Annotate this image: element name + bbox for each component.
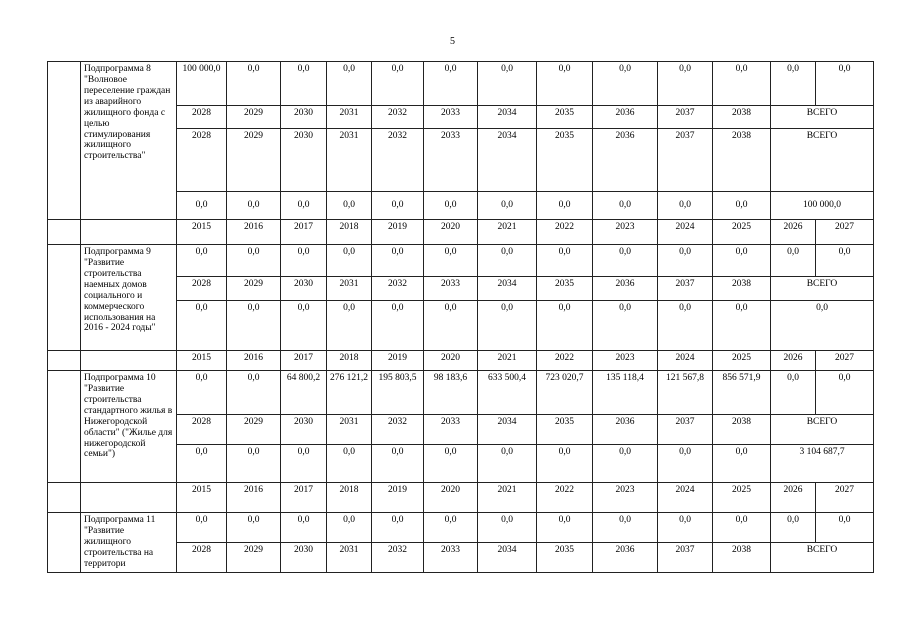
year-cell: 2029 xyxy=(227,106,281,129)
year-cell: 2025 xyxy=(713,220,771,245)
value-cell: 0,0 xyxy=(281,513,327,543)
value-cell: 0,0 xyxy=(177,445,227,483)
year-cell: 2037 xyxy=(658,129,713,192)
year-cell: 2023 xyxy=(593,483,658,513)
value-cell: 0,0 xyxy=(713,513,771,543)
year-cell: 2037 xyxy=(658,277,713,301)
year-cell: 2022 xyxy=(537,220,593,245)
value-cell: 0,0 xyxy=(281,301,327,351)
year-cell: 2036 xyxy=(593,106,658,129)
value-cell: 135 118,4 xyxy=(593,371,658,415)
value-cell: 0,0 xyxy=(177,301,227,351)
program-name-empty xyxy=(81,351,177,371)
year-cell: 2016 xyxy=(227,483,281,513)
value-cell: 0,0 xyxy=(593,245,658,277)
value-cell: 0,0 xyxy=(478,513,537,543)
value-cell: 0,0 xyxy=(816,371,874,415)
value-cell: 0,0 xyxy=(478,192,537,220)
value-cell: 0,0 xyxy=(327,192,372,220)
year-cell: 2034 xyxy=(478,543,537,573)
year-cell: 2021 xyxy=(478,483,537,513)
value-cell: 0,0 xyxy=(658,445,713,483)
value-cell: 0,0 xyxy=(713,301,771,351)
year-cell: 2017 xyxy=(281,483,327,513)
value-cell: 0,0 xyxy=(327,445,372,483)
value-cell: 856 571,9 xyxy=(713,371,771,415)
value-cell: 0,0 xyxy=(478,245,537,277)
value-cell: 0,0 xyxy=(227,371,281,415)
total-label: ВСЕГО xyxy=(771,543,874,573)
value-cell: 0,0 xyxy=(227,192,281,220)
year-cell: 2034 xyxy=(478,129,537,192)
value-cell: 0,0 xyxy=(713,192,771,220)
year-cell: 2017 xyxy=(281,351,327,371)
year-cell: 2015 xyxy=(177,483,227,513)
total-value: 0,0 xyxy=(771,301,874,351)
year-cell: 2022 xyxy=(537,351,593,371)
year-cell: 2030 xyxy=(281,106,327,129)
year-cell: 2027 xyxy=(816,220,874,245)
value-cell: 0,0 xyxy=(771,513,816,543)
year-cell: 2032 xyxy=(372,415,424,445)
row-index-cell xyxy=(48,371,81,483)
year-cell: 2024 xyxy=(658,351,713,371)
year-cell: 2029 xyxy=(227,415,281,445)
year-cell: 2037 xyxy=(658,106,713,129)
row-index-cell xyxy=(48,62,81,220)
year-cell: 2031 xyxy=(327,415,372,445)
year-cell: 2033 xyxy=(424,277,478,301)
year-cell: 2031 xyxy=(327,277,372,301)
year-cell: 2021 xyxy=(478,220,537,245)
year-cell: 2033 xyxy=(424,543,478,573)
total-label: ВСЕГО xyxy=(771,277,874,301)
program-name: Подпрограмма 10 "Развитие строительства стандартного жилья в Нижегородской области" ("Жилье для нижегородской семьи") xyxy=(81,371,177,483)
value-cell: 0,0 xyxy=(177,192,227,220)
value-cell: 0,0 xyxy=(537,245,593,277)
year-cell: 2019 xyxy=(372,351,424,371)
value-cell: 0,0 xyxy=(227,445,281,483)
year-cell: 2030 xyxy=(281,277,327,301)
year-cell: 2032 xyxy=(372,129,424,192)
year-cell: 2036 xyxy=(593,415,658,445)
year-cell: 2030 xyxy=(281,415,327,445)
value-cell: 0,0 xyxy=(593,445,658,483)
year-cell: 2037 xyxy=(658,543,713,573)
value-cell: 121 567,8 xyxy=(658,371,713,415)
year-cell: 2033 xyxy=(424,106,478,129)
page-number: 5 xyxy=(450,36,455,47)
year-cell: 2035 xyxy=(537,129,593,192)
year-cell: 2015 xyxy=(177,220,227,245)
year-cell: 2037 xyxy=(658,415,713,445)
table-row xyxy=(48,351,874,371)
program-name: Подпрограмма 11 "Развитие жилищного строительства на территори xyxy=(81,513,177,573)
year-cell: 2032 xyxy=(372,543,424,573)
year-cell: 2033 xyxy=(424,415,478,445)
value-cell: 0,0 xyxy=(424,245,478,277)
year-cell: 2030 xyxy=(281,129,327,192)
year-cell: 2029 xyxy=(227,543,281,573)
year-cell: 2036 xyxy=(593,277,658,301)
year-cell: 2028 xyxy=(177,129,227,192)
value-cell: 0,0 xyxy=(593,301,658,351)
program-name-empty xyxy=(81,220,177,245)
value-cell: 0,0 xyxy=(372,513,424,543)
year-cell: 2032 xyxy=(372,277,424,301)
value-cell: 0,0 xyxy=(537,445,593,483)
year-cell: 2034 xyxy=(478,106,537,129)
year-cell: 2018 xyxy=(327,220,372,245)
value-cell: 0,0 xyxy=(227,245,281,277)
value-cell: 0,0 xyxy=(327,62,372,106)
value-cell: 0,0 xyxy=(537,513,593,543)
year-cell: 2038 xyxy=(713,415,771,445)
value-cell: 0,0 xyxy=(227,301,281,351)
table-row xyxy=(48,245,874,277)
value-cell: 0,0 xyxy=(281,192,327,220)
value-cell: 0,0 xyxy=(816,245,874,277)
year-cell: 2019 xyxy=(372,220,424,245)
value-cell: 0,0 xyxy=(424,445,478,483)
value-cell: 0,0 xyxy=(281,245,327,277)
value-cell: 0,0 xyxy=(227,513,281,543)
value-cell: 0,0 xyxy=(327,513,372,543)
value-cell: 0,0 xyxy=(478,62,537,106)
value-cell: 0,0 xyxy=(713,62,771,106)
year-cell: 2026 xyxy=(771,351,816,371)
value-cell: 0,0 xyxy=(424,513,478,543)
year-cell: 2028 xyxy=(177,543,227,573)
year-cell: 2032 xyxy=(372,106,424,129)
year-cell: 2036 xyxy=(593,543,658,573)
year-cell: 2026 xyxy=(771,483,816,513)
year-cell: 2028 xyxy=(177,106,227,129)
year-cell: 2020 xyxy=(424,483,478,513)
value-cell: 0,0 xyxy=(713,445,771,483)
value-cell: 98 183,6 xyxy=(424,371,478,415)
year-cell: 2035 xyxy=(537,543,593,573)
row-index-cell xyxy=(48,483,81,513)
value-cell: 0,0 xyxy=(593,192,658,220)
year-cell: 2023 xyxy=(593,220,658,245)
value-cell: 0,0 xyxy=(372,301,424,351)
table-row xyxy=(48,483,874,513)
year-cell: 2038 xyxy=(713,543,771,573)
value-cell: 0,0 xyxy=(816,513,874,543)
value-cell: 0,0 xyxy=(771,371,816,415)
year-cell: 2038 xyxy=(713,277,771,301)
year-cell: 2024 xyxy=(658,220,713,245)
year-cell: 2028 xyxy=(177,277,227,301)
year-cell: 2022 xyxy=(537,483,593,513)
year-cell: 2031 xyxy=(327,129,372,192)
row-index-cell xyxy=(48,351,81,371)
value-cell: 0,0 xyxy=(327,301,372,351)
year-cell: 2031 xyxy=(327,106,372,129)
total-label: ВСЕГО xyxy=(771,415,874,445)
value-cell: 0,0 xyxy=(658,301,713,351)
value-cell: 195 803,5 xyxy=(372,371,424,415)
value-cell: 0,0 xyxy=(713,245,771,277)
year-cell: 2018 xyxy=(327,351,372,371)
year-cell: 2025 xyxy=(713,351,771,371)
table-row xyxy=(48,62,874,106)
value-cell: 0,0 xyxy=(658,62,713,106)
value-cell: 633 500,4 xyxy=(478,371,537,415)
year-cell: 2030 xyxy=(281,543,327,573)
value-cell: 0,0 xyxy=(177,371,227,415)
value-cell: 0,0 xyxy=(281,62,327,106)
total-label: ВСЕГО xyxy=(771,106,874,129)
year-cell: 2031 xyxy=(327,543,372,573)
total-value: 3 104 687,7 xyxy=(771,445,874,483)
year-cell: 2016 xyxy=(227,351,281,371)
value-cell: 0,0 xyxy=(537,192,593,220)
year-cell: 2035 xyxy=(537,277,593,301)
table-row xyxy=(48,220,874,245)
year-cell: 2038 xyxy=(713,106,771,129)
value-cell: 0,0 xyxy=(593,62,658,106)
value-cell: 0,0 xyxy=(372,192,424,220)
value-cell: 0,0 xyxy=(372,445,424,483)
value-cell: 0,0 xyxy=(593,513,658,543)
value-cell: 0,0 xyxy=(537,62,593,106)
year-cell: 2015 xyxy=(177,351,227,371)
row-index-cell xyxy=(48,245,81,351)
value-cell: 723 020,7 xyxy=(537,371,593,415)
year-cell: 2023 xyxy=(593,351,658,371)
value-cell: 276 121,2 xyxy=(327,371,372,415)
value-cell: 0,0 xyxy=(177,513,227,543)
year-cell: 2027 xyxy=(816,483,874,513)
value-cell: 0,0 xyxy=(537,301,593,351)
row-index-cell xyxy=(48,220,81,245)
table-row xyxy=(48,371,874,415)
year-cell: 2034 xyxy=(478,277,537,301)
value-cell: 0,0 xyxy=(281,445,327,483)
year-cell: 2020 xyxy=(424,220,478,245)
value-cell: 100 000,0 xyxy=(177,62,227,106)
value-cell: 0,0 xyxy=(478,301,537,351)
year-cell: 2028 xyxy=(177,415,227,445)
year-cell: 2027 xyxy=(816,351,874,371)
year-cell: 2016 xyxy=(227,220,281,245)
program-name: Подпрограмма 9 "Развитие строительства наемных домов социального и коммерческого использования на 2016 - 2024 годы" xyxy=(81,245,177,351)
value-cell: 0,0 xyxy=(327,245,372,277)
year-cell: 2035 xyxy=(537,106,593,129)
value-cell: 0,0 xyxy=(771,245,816,277)
value-cell: 0,0 xyxy=(372,245,424,277)
year-cell: 2025 xyxy=(713,483,771,513)
row-index-cell xyxy=(48,513,81,573)
year-cell: 2029 xyxy=(227,277,281,301)
total-value: 100 000,0 xyxy=(771,192,874,220)
year-cell: 2018 xyxy=(327,483,372,513)
value-cell: 0,0 xyxy=(177,245,227,277)
year-cell: 2029 xyxy=(227,129,281,192)
value-cell: 0,0 xyxy=(424,192,478,220)
year-cell: 2036 xyxy=(593,129,658,192)
year-cell: 2026 xyxy=(771,220,816,245)
value-cell: 0,0 xyxy=(816,62,874,106)
value-cell: 0,0 xyxy=(424,301,478,351)
program-name: Подпрограмма 8 "Волновое переселение граждан из аварийного жилищного фонда с целью стимулирования жилищного строительства" xyxy=(81,62,177,220)
value-cell: 0,0 xyxy=(771,62,816,106)
total-label: ВСЕГО xyxy=(771,129,874,192)
year-cell: 2024 xyxy=(658,483,713,513)
year-cell: 2038 xyxy=(713,129,771,192)
year-cell: 2019 xyxy=(372,483,424,513)
value-cell: 0,0 xyxy=(658,245,713,277)
year-cell: 2020 xyxy=(424,351,478,371)
year-cell: 2021 xyxy=(478,351,537,371)
year-cell: 2017 xyxy=(281,220,327,245)
value-cell: 64 800,2 xyxy=(281,371,327,415)
value-cell: 0,0 xyxy=(478,445,537,483)
value-cell: 0,0 xyxy=(658,513,713,543)
value-cell: 0,0 xyxy=(227,62,281,106)
value-cell: 0,0 xyxy=(658,192,713,220)
program-name-empty xyxy=(81,483,177,513)
value-cell: 0,0 xyxy=(372,62,424,106)
table-row xyxy=(48,513,874,543)
year-cell: 2034 xyxy=(478,415,537,445)
budget-table xyxy=(47,61,874,573)
year-cell: 2035 xyxy=(537,415,593,445)
value-cell: 0,0 xyxy=(424,62,478,106)
year-cell: 2033 xyxy=(424,129,478,192)
